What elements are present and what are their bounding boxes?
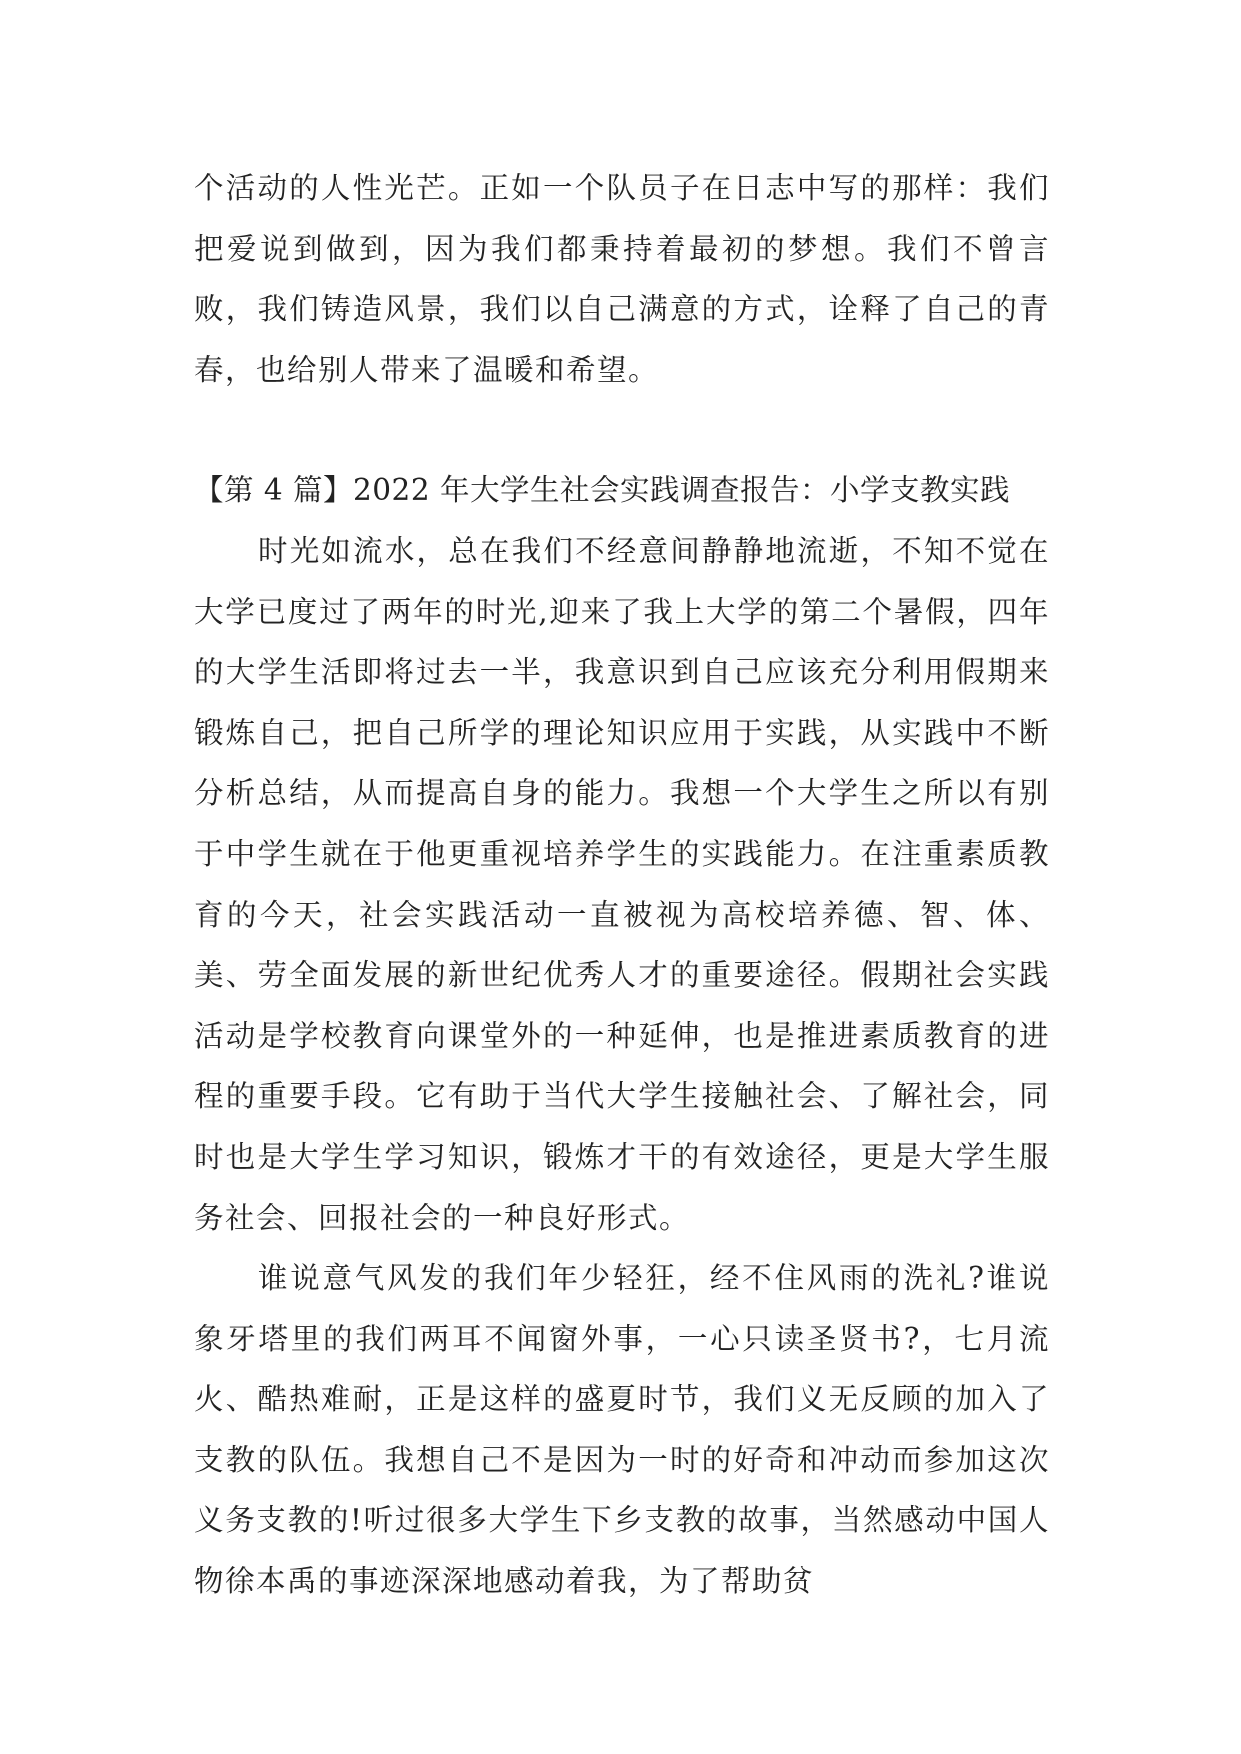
document-body xyxy=(194,158,1050,1612)
continuation-paragraph: 个活动的人性光芒。正如一个队员子在日志中写的那样：我们把爱说到做到，因为我们都秉持着最初的梦想。我们不曾言败，我们铸造风景，我们以自己满意的方式，诠释了自己的青春，也给别人带来了温暖和希望。 xyxy=(194,171,1050,387)
body-paragraph: 谁说意气风发的我们年少轻狂，经不住风雨的洗礼?谁说象牙塔里的我们两耳不闻窗外事，一心只读圣贤书?，七月流火、酷热难耐，正是这样的盛夏时节，我们义无反顾的加入了支教的队伍。我想自己不是因为一时的好奇和冲动而参加这次义务支教的!听过很多大学生下乡支教的故事，当然感动中国人物徐本禹的事迹深深地感动着我，为了帮助贫 xyxy=(194,1261,1050,1599)
section-heading: 【第 4 篇】2022 年大学生社会实践调查报告：小学支教实践 xyxy=(194,473,1010,508)
body-paragraph: 时光如流水，总在我们不经意间静静地流逝，不知不觉在大学已度过了两年的时光,迎来了我上大学的第二个暑假，四年的大学生活即将过去一半，我意识到自己应该充分利用假期来锻炼自己，把自己所学的理论知识应用于实践，从实践中不断分析总结，从而提高自身的能力。我想一个大学生之所以有别于中学生就在于他更重视培养学生的实践能力。在注重素质教育的今天，社会实践活动一直被视为高校培养德、智、体、美、劳全面发展的新世纪优秀人才的重要途径。假期社会实践活动是学校教育向课堂外的一种延伸，也是推进素质教育的进程的重要手段。它有助于当代大学生接触社会、了解社会，同时也是大学生学习知识，锻炼才干的有效途径，更是大学生服务社会、回报社会的一种良好形式。 xyxy=(194,533,1050,1235)
paragraph-gap xyxy=(194,400,1050,460)
